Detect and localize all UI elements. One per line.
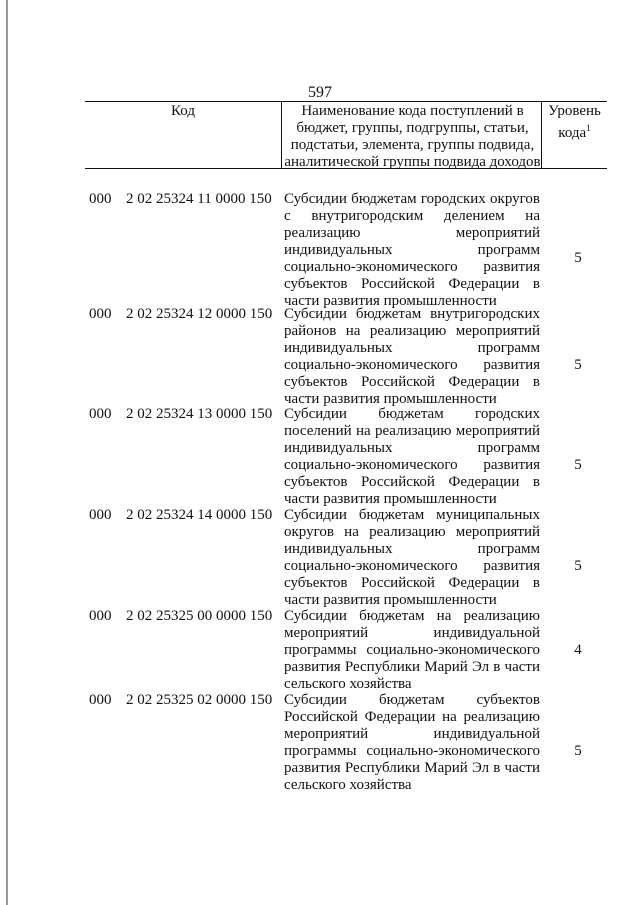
row-name-line: субъектов Российской Федерации в (284, 575, 540, 591)
row-level: 5 (574, 357, 582, 373)
row-name-line: развития Республики Марий Эл в части (284, 760, 540, 776)
row-name-line: субъектов Российской Федерации в (284, 276, 540, 292)
table-header (85, 101, 607, 169)
row-name (284, 507, 540, 609)
row-name-line: с внутригородским делением на (284, 208, 540, 224)
row-name-line: индивидуальных программ (284, 242, 540, 258)
row-code: 2 02 25324 14 0000 150 (126, 507, 273, 523)
row-name (284, 406, 540, 508)
row-name-line: части развития промышленности (284, 293, 497, 309)
row-code: 2 02 25325 00 0000 150 (126, 608, 273, 624)
header-level (541, 102, 607, 168)
row-name-line: Субсидии бюджетам городских (284, 406, 540, 422)
header-name-line: Наименование кода поступлений в (301, 103, 524, 119)
row-name-line: части развития промышленности (284, 491, 497, 507)
row-name-line: индивидуальных программ (284, 340, 540, 356)
row-prefix: 000 (89, 608, 112, 624)
header-level-line1: Уровень (548, 103, 601, 119)
row-prefix: 000 (89, 406, 112, 422)
row-name-line: индивидуальных программ (284, 440, 540, 456)
row-name-line: программы социально-экономического (284, 642, 540, 658)
row-code: 2 02 25325 02 0000 150 (126, 692, 273, 708)
row-name-line: социально-экономического развития (284, 259, 540, 275)
row-name-line: сельского хозяйства (284, 676, 412, 692)
row-name-line: субъектов Российской Федерации в (284, 474, 540, 490)
row-name-line: части развития промышленности (284, 391, 497, 407)
row-name-line: сельского хозяйства (284, 777, 412, 793)
header-name-line: аналитической группы подвида доходов (284, 154, 541, 170)
row-name-line: Субсидии бюджетам муниципальных (284, 507, 540, 523)
page-number: 597 (308, 84, 332, 101)
row-name-line: округов на реализацию мероприятий (284, 524, 540, 540)
row-name-line: Субсидии бюджетам субъектов (284, 692, 540, 708)
row-name-line: реализацию мероприятий (284, 225, 540, 241)
row-name-line: части развития промышленности (284, 592, 497, 608)
row-name-line: социально-экономического развития (284, 457, 540, 473)
row-level: 5 (574, 558, 582, 574)
row-prefix: 000 (89, 306, 112, 322)
header-name-line: подстатьи, элемента, группы подвида, (290, 137, 535, 153)
row-name (284, 191, 540, 310)
row-code: 2 02 25324 12 0000 150 (126, 306, 273, 322)
header-name (281, 102, 543, 168)
page-edge-shadow (6, 0, 8, 905)
row-name-line: индивидуальных программ (284, 541, 540, 557)
row-prefix: 000 (89, 692, 112, 708)
row-name-line: районов на реализацию мероприятий (284, 323, 540, 339)
row-name-line: мероприятий индивидуальной (284, 625, 540, 641)
row-name-line: развития Республики Марий Эл в части (284, 659, 540, 675)
row-prefix: 000 (89, 507, 112, 523)
row-name-line: Российской Федерации на реализацию (284, 709, 540, 725)
row-name-line: Субсидии бюджетам городских округов (284, 191, 540, 207)
row-name (284, 306, 540, 408)
row-code: 2 02 25324 13 0000 150 (126, 406, 273, 422)
row-name-line: мероприятий индивидуальной (284, 726, 540, 742)
row-prefix: 000 (89, 191, 112, 207)
row-name-line: Субсидии бюджетам внутригородских (284, 306, 540, 322)
row-level: 5 (574, 457, 582, 473)
header-code: Код (171, 103, 195, 119)
row-code: 2 02 25324 11 0000 150 (126, 191, 272, 207)
row-name-line: социально-экономического развития (284, 357, 540, 373)
row-name-line: социально-экономического развития (284, 558, 540, 574)
row-level: 5 (574, 250, 582, 266)
row-name-line: субъектов Российской Федерации в (284, 374, 540, 390)
row-name-line: Субсидии бюджетам на реализацию (284, 608, 540, 624)
row-name-line: программы социально-экономического (284, 743, 540, 759)
header-name-line: бюджет, группы, подгруппы, статьи, (296, 120, 529, 136)
row-level: 5 (574, 743, 582, 759)
row-name (284, 608, 540, 693)
row-name-line: поселений на реализацию мероприятий (284, 423, 540, 439)
row-name (284, 692, 540, 794)
row-level: 4 (574, 642, 582, 658)
header-level-footnote: 1 (586, 123, 591, 133)
header-level-line2: кода$^1$ (558, 123, 591, 141)
